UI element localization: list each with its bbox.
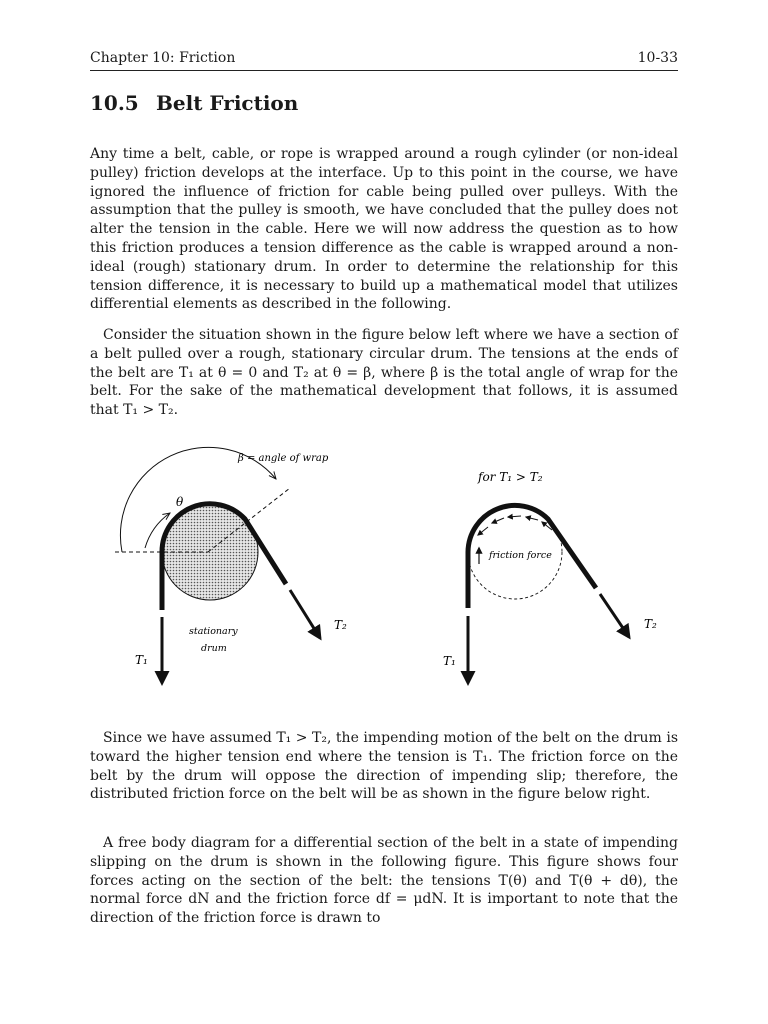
belt-right — [468, 505, 596, 588]
paragraph-intro: Any time a belt, cable, or rope is wrapped around a rough cylinder (or non-ideal pulley) friction develops at the interface. Up to this point in the course, we have ignored the influence of friction for cable being pulled over pulleys. With the assumption that the pulley is smooth, we have concluded that the pulley does not alter the tension in the cable. Here we will now address the question as to how this friction produces a tension difference as the cable is wrapped around a non-ideal (rough) stationary drum. In order to determine the relationship for this tension difference, it is necessary to build up a mathematical model that utilizes differential elements as described in the following. — [90, 146, 678, 313]
paragraph-setup: Consider the situation shown in the figure below left where we have a section of a belt pulled over a rough, stationary circular drum. The tensions at the ends of the belt are T₁ at θ = 0 and T₂ at θ = β, where β is the total angle of wrap for the belt. For the sake of the mathematical development that follows, it is assumed that T₁ > T₂. — [90, 327, 678, 419]
t2-label-right: T₂ — [644, 617, 657, 631]
drum-label-line1: stationary — [189, 626, 238, 637]
distributed-friction-arrows — [478, 516, 552, 535]
section-heading — [90, 91, 298, 115]
left-diagram — [115, 447, 347, 683]
belt-drum-diagrams — [100, 440, 680, 700]
right-diagram — [443, 470, 657, 683]
belt-friction-figure — [100, 440, 680, 700]
t1-label-left: T₁ — [135, 653, 148, 667]
wrap-angle-label: β = angle of wrap — [238, 453, 329, 464]
t2-force-arrow-left — [290, 590, 320, 638]
t2-label-left: T₂ — [334, 618, 347, 632]
section-number: 10.5 — [90, 91, 139, 115]
condition-label: for T₁ > T₂ — [478, 470, 543, 484]
page-number: 10-33 — [637, 50, 678, 66]
t2-force-arrow-right — [600, 594, 629, 637]
theta-label: θ — [176, 495, 184, 509]
drum-label-line2: drum — [201, 643, 227, 654]
chapter-title: Chapter 10: Friction — [90, 50, 236, 66]
friction-force-label: friction force — [489, 550, 552, 561]
running-header — [90, 50, 678, 71]
paragraph-impending-motion: Since we have assumed T₁ > T₂, the impending motion of the belt on the drum is toward the higher tension end where the tension is T₁. The friction force on the belt by the drum will oppose the direction of impending slip; therefore, the distributed friction force on the belt will be as shown in the figure below right. — [90, 730, 678, 803]
paragraph-free-body-diagram: A free body diagram for a differential section of the belt in a state of impending slipping on the drum is shown in the following figure. This figure shows four forces acting on the section of the belt: the tensions T(θ) and T(θ + dθ), the normal force dN and the friction force df = μdN. It is important to note that the direction of the friction force is drawn to — [90, 835, 678, 927]
section-title: Belt Friction — [156, 91, 299, 115]
t1-label-right: T₁ — [443, 654, 456, 668]
